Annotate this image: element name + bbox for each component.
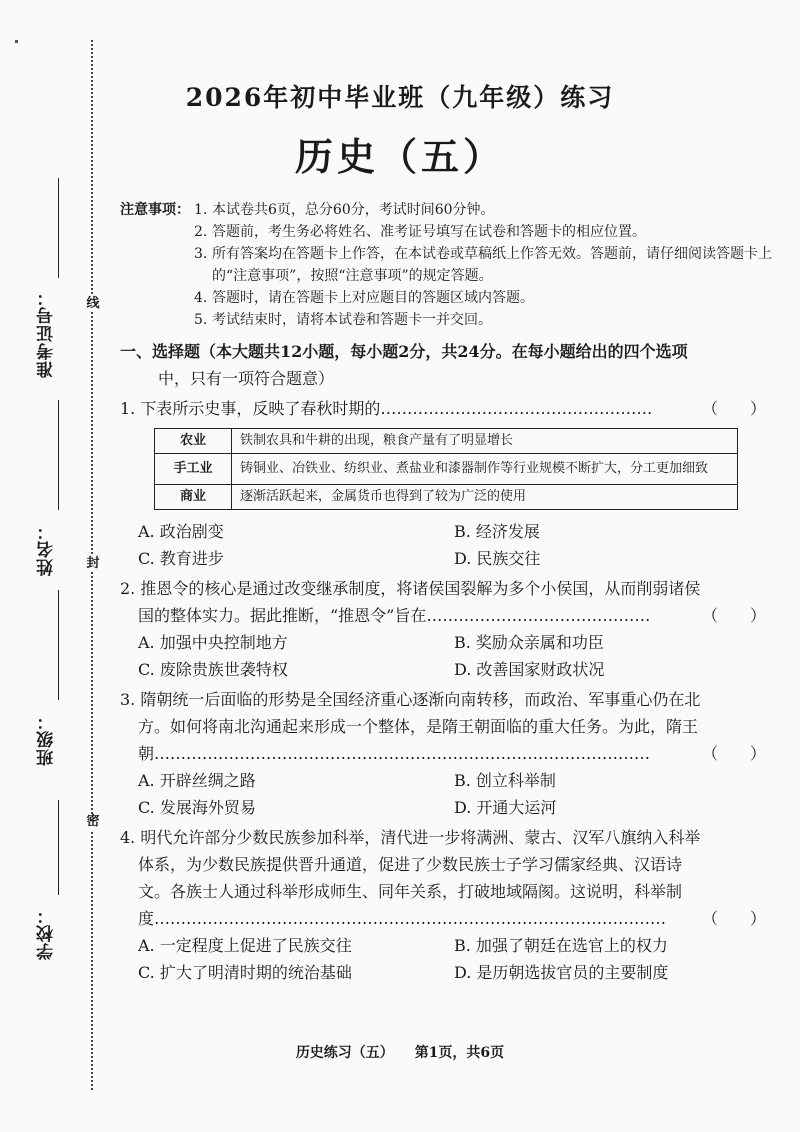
question-stem-cont: [120, 851, 772, 878]
note-item: [120, 199, 780, 221]
school-label: 学校：: [37, 906, 57, 960]
table-key: 手工业: [155, 454, 232, 485]
question-line: 文。各族士人通过科举形成师生、同年关系，打破地域隔阂。这说明，科举制: [138, 882, 683, 901]
note-num: 1.: [194, 202, 208, 218]
option-b: B. 奖励众亲属和功臣: [454, 633, 604, 652]
question-stem-cont: [120, 713, 772, 740]
class-label: 班级：: [37, 712, 57, 766]
footer-subject: 历史练习（五）: [295, 1045, 394, 1061]
scan-dot: [15, 40, 18, 43]
exam-number-label: 准考证号：: [37, 288, 57, 378]
question-3: [120, 686, 772, 821]
option-a: A. 加强中央控制地方: [138, 633, 288, 652]
question-line: 3. 隋朝统一后面临的形势是全国经济重心逐渐向南转移，而政治、军事重心仍在北: [120, 690, 701, 709]
note-text: 考试结束时，请将本试卷和答题卡一并交回。: [212, 312, 492, 328]
option-a: A. 一定程度上促进了民族交往: [138, 936, 352, 955]
note-item: [120, 243, 780, 287]
exam-number-field: [34, 178, 74, 388]
question-stem: [120, 824, 772, 851]
option-c: C. 发展海外贸易: [138, 798, 256, 817]
exam-number-rule: [58, 178, 59, 278]
note-text: 本试卷共6页，总分60分，考试时间60分钟。: [212, 202, 495, 218]
question-stem: [120, 395, 772, 422]
option-c: C. 教育进步: [138, 549, 224, 568]
option-c: C. 废除贵族世袭特权: [138, 660, 288, 679]
answer-paren: （ ）: [701, 909, 766, 928]
school-rule: [58, 800, 59, 895]
table-row: [155, 485, 738, 510]
note-num: 2.: [194, 224, 208, 240]
note-num: 5.: [194, 312, 208, 328]
option-a: A. 开辟丝绸之路: [138, 771, 256, 790]
question-stem: [120, 686, 772, 713]
table-key: 商业: [155, 485, 232, 510]
question-1: [120, 395, 772, 572]
table-key: 农业: [155, 429, 232, 454]
question-line: 1. 下表所示史事，反映了春秋时期的……………………………………………: [120, 399, 653, 418]
option-b: B. 经济发展: [454, 522, 540, 541]
questions-area: [120, 338, 772, 986]
question-line: 方。如何将南北沟通起来形成一个整体，是隋王朝面临的重大任务。为此，隋王: [138, 717, 699, 736]
option-d: D. 开通大运河: [454, 798, 557, 817]
question-stem-cont: [120, 878, 772, 905]
history-table: [154, 428, 738, 510]
table-value: 铸铜业、冶铁业、纺织业、煮盐业和漆器制作等行业规模不断扩大，分工更加细致: [232, 454, 738, 485]
exam-title: 2026年初中毕业班（九年级）练习: [185, 83, 615, 112]
binding-mark-xian: 线: [86, 296, 100, 311]
binding-mark-feng: 封: [86, 556, 100, 571]
note-text: 答题前，考生务必将姓名、准考证号填写在试卷和答题卡的相应位置。: [212, 224, 646, 240]
answer-paren: （ ）: [701, 399, 766, 418]
answer-paren: （ ）: [701, 744, 766, 763]
option-a: A. 政治剧变: [138, 522, 224, 541]
question-stem-cont: [120, 905, 772, 932]
question-4: [120, 824, 772, 986]
notes-label: 注意事项：: [120, 202, 190, 218]
options: [120, 767, 772, 821]
notes-block: [120, 199, 780, 331]
section-heading-cont: 中，只有一项符合题意）: [158, 369, 335, 388]
question-2: [120, 575, 772, 683]
note-item: [120, 287, 780, 309]
question-line: 度……………………………………………………………………………………: [138, 909, 666, 928]
options: [120, 932, 772, 986]
note-text: 所有答案均在答题卡上作答，在本试卷或草稿纸上作答无效。答题前，请仔细阅读答题卡上的“注意事项”，按照“注意事项”的规定答题。: [212, 246, 772, 284]
binding-mark-mi: 密: [86, 814, 100, 829]
options: [120, 629, 772, 683]
option-c: C. 扩大了明清时期的统治基础: [138, 963, 352, 982]
class-field: [34, 590, 74, 800]
question-stem-cont: [120, 740, 772, 767]
answer-paren: （ ）: [701, 606, 766, 625]
student-name-field: [34, 400, 74, 580]
note-item: [120, 309, 780, 331]
option-d: D. 民族交往: [454, 549, 541, 568]
footer-page-number: 第1页，共6页: [414, 1045, 505, 1061]
question-stem: [120, 575, 772, 602]
question-line: 4. 明代允许部分少数民族参加科举，清代进一步将满洲、蒙古、汉军八旗纳入科举: [120, 828, 701, 847]
note-num: 3.: [194, 246, 208, 262]
table-row: [155, 454, 738, 485]
option-b: B. 加强了朝廷在选官上的权力: [454, 936, 668, 955]
school-field: [34, 800, 74, 980]
option-d: D. 是历朝选拔官员的主要制度: [454, 963, 669, 982]
student-name-rule: [58, 400, 59, 510]
subject-title: 历史（五）: [294, 134, 505, 179]
table-value: 铁制农具和牛耕的出现，粮食产量有了明显增长: [232, 429, 738, 454]
section-heading: 一、选择题（本大题共12小题，每小题2分，共24分。在每小题给出的四个选项: [120, 342, 688, 361]
note-num: 4.: [194, 290, 208, 306]
note-item: [120, 221, 780, 243]
table-row: [155, 429, 738, 454]
question-line: 体系，为少数民族提供晋升通道，促进了少数民族士子学习儒家经典、汉语诗: [138, 855, 683, 874]
student-name-label: 姓名：: [37, 522, 57, 576]
question-line: 国的整体实力。据此推断，“推恩令”旨在……………………………………: [138, 606, 651, 625]
class-rule: [58, 590, 59, 700]
note-text: 答题时，请在答题卡上对应题目的答题区域内答题。: [212, 290, 534, 306]
table-value: 逐渐活跃起来，金属货币也得到了较为广泛的使用: [232, 485, 738, 510]
question-stem-cont: [120, 602, 772, 629]
options: [120, 518, 772, 572]
option-b: B. 创立科举制: [454, 771, 556, 790]
option-d: D. 改善国家财政状况: [454, 660, 605, 679]
page-footer: [0, 1042, 800, 1062]
question-line: 朝…………………………………………………………………………………: [138, 744, 650, 763]
question-line: 2. 推恩令的核心是通过改变继承制度，将诸侯国裂解为多个小侯国，从而削弱诸侯: [120, 579, 701, 598]
